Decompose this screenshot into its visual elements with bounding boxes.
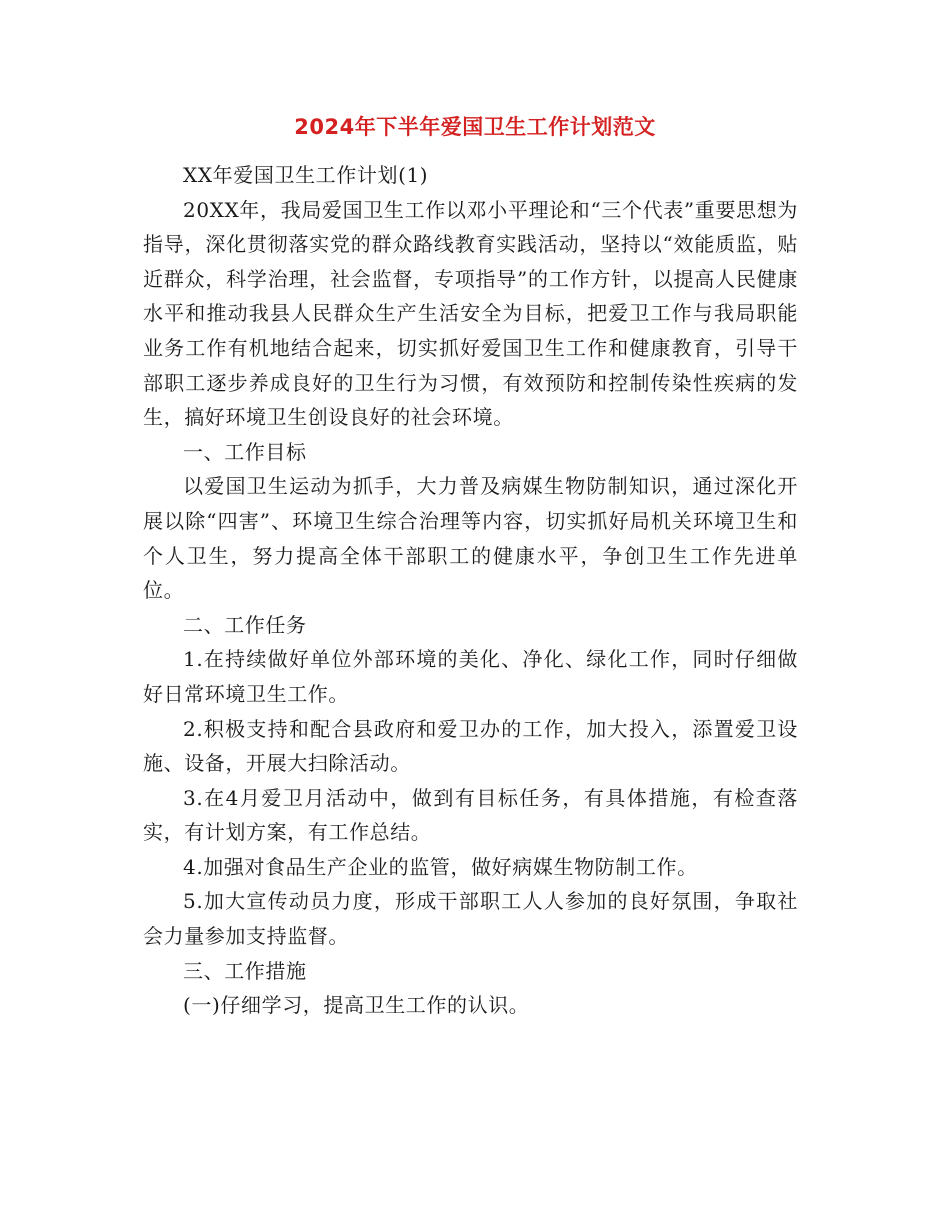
section-heading-goals: 一、工作目标 — [183, 439, 307, 464]
section-heading-tasks: 二、工作任务 — [183, 612, 307, 637]
document-title: 2024年下半年爱国卫生工作计划范文 — [294, 115, 656, 139]
intro-paragraph: 20XX年，我局爱国卫生工作以邓小平理论和“三个代表”重要思想为指导，深化贯彻落实党的群众路线教育实践活动，坚持以“效能质监，贴近群众，科学治理，社会监督，专项指导”的工作方针，以提高人民健康水平和推动我县人民群众生产生活安全为目标，把爱卫工作与我局职能业务工作有机地结合起来，切实抓好爱国卫生工作和健康教育，引导干部职工逐步养成良好的卫生行为习惯，有效预防和控制传染性疾病的发生，搞好环境卫生创设良好的社会环境。 — [143, 197, 798, 430]
task-item-2: 2.积极支持和配合县政府和爱卫办的工作，加大投入，添置爱卫设施、设备，开展大扫除活动。 — [143, 716, 798, 776]
task-item-1: 1.在持续做好单位外部环境的美化、净化、绿化工作，同时仔细做好日常环境卫生工作。 — [143, 647, 798, 706]
task-item-3: 3.在4月爱卫月活动中，做到有目标任务，有具体措施，有检查落实，有计划方案，有工作总结。 — [143, 785, 798, 845]
goals-paragraph: 以爱国卫生运动为抓手，大力普及病媒生物防制知识，通过深化开展以除“四害”、环境卫生综合治理等内容，切实抓好局机关环境卫生和个人卫生，努力提高全体干部职工的健康水平，争创卫生工作先进单位。 — [143, 474, 798, 603]
measure-item-1: (一)仔细学习，提高卫生工作的认识。 — [183, 993, 530, 1018]
section-heading-measures: 三、工作措施 — [183, 958, 307, 983]
task-item-4: 4.加强对食品生产企业的监管，做好病媒生物防制工作。 — [183, 854, 698, 879]
task-item-5: 5.加大宣传动员力度，形成干部职工人人参加的良好氛围，争取社会力量参加支持监督。 — [143, 889, 798, 949]
subtitle-paragraph: XX年爱国卫生工作计划(1) — [183, 163, 429, 187]
document-body — [143, 158, 798, 1023]
